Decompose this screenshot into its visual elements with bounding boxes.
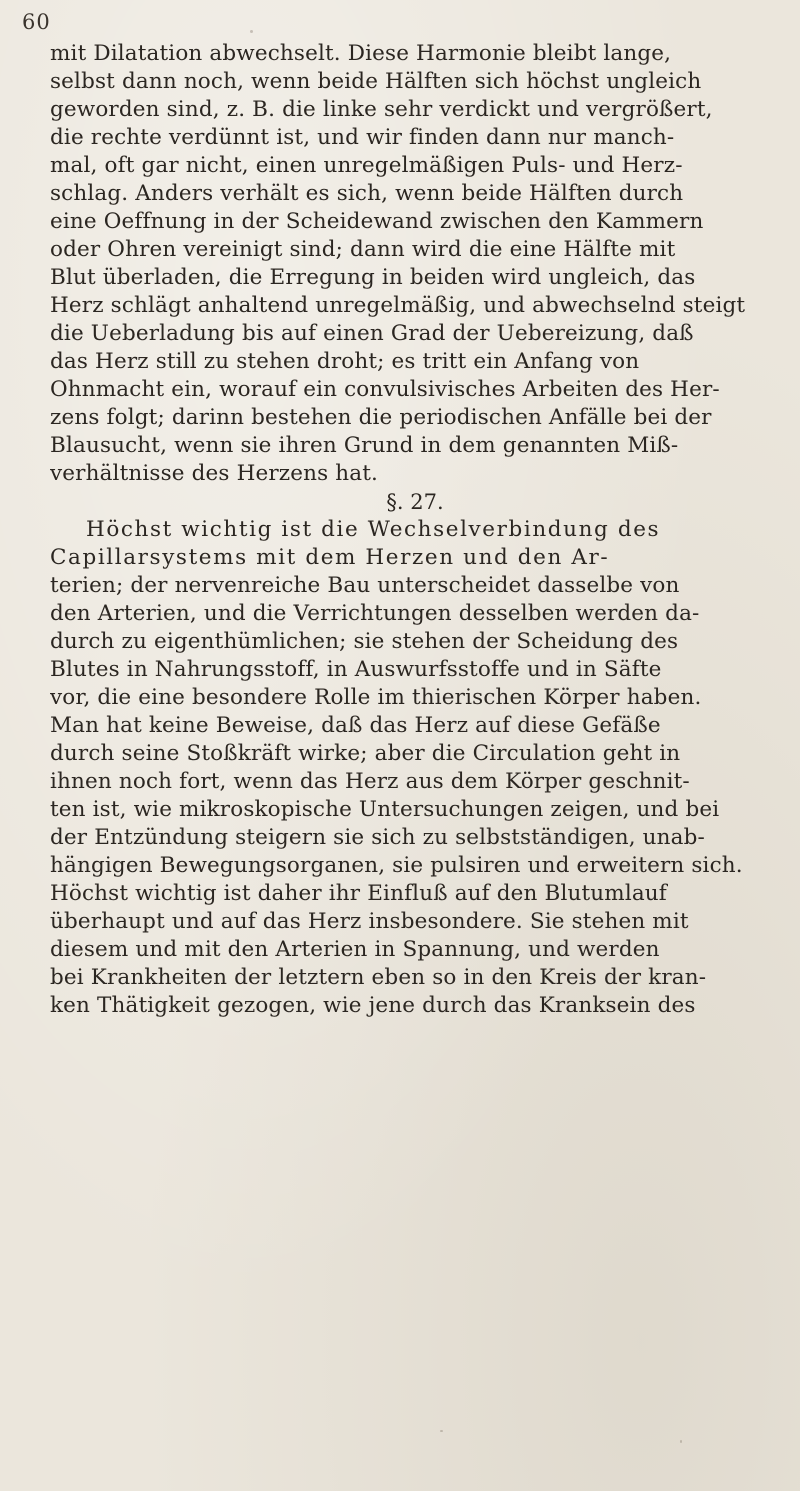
text-line: die Ueberladung bis auf einen Grad der Uebereizung, daß bbox=[50, 321, 694, 346]
text-line: Ohnmacht ein, worauf ein convulsivisches Arbeiten des Her- bbox=[50, 377, 720, 402]
text-line: bei Krankheiten der letztern eben so in den Kreis der kran- bbox=[50, 965, 707, 990]
text-line: überhaupt und auf das Herz insbesondere. Sie stehen mit bbox=[50, 909, 689, 934]
paper-speck bbox=[440, 1430, 443, 1432]
text-line: diesem und mit den Arterien in Spannung, und werden bbox=[50, 937, 660, 962]
paper-speck bbox=[86, 720, 88, 722]
text-line: Höchst wichtig ist daher ihr Einfluß auf den Blutumlauf bbox=[50, 881, 667, 906]
text-line: den Arterien, und die Verrichtungen desselben werden da- bbox=[50, 601, 700, 626]
section-heading: §. 27. bbox=[386, 490, 444, 514]
text-line: Herz schlägt anhaltend unregelmäßig, und abwechselnd steigt bbox=[50, 293, 746, 318]
text-line: ten ist, wie mikroskopische Untersuchungen zeigen, und bei bbox=[50, 797, 720, 822]
text-line: ihnen noch fort, wenn das Herz aus dem Körper geschnit- bbox=[50, 769, 690, 794]
page-number: 60 bbox=[22, 10, 51, 34]
text-line: mal, oft gar nicht, einen unregelmäßigen Puls- und Herz- bbox=[50, 153, 683, 178]
text-line: Höchst wichtig ist die Wechselverbindung des bbox=[86, 517, 661, 542]
paper-speck bbox=[250, 30, 253, 33]
text-line: mit Dilatation abwechselt. Diese Harmonie bleibt lange, bbox=[50, 41, 672, 66]
text-line: der Entzündung steigern sie sich zu selbstständigen, unab- bbox=[50, 825, 705, 850]
text-line: verhältnisse des Herzens hat. bbox=[50, 461, 379, 486]
text-line: selbst dann noch, wenn beide Hälften sich höchst ungleich bbox=[50, 69, 702, 94]
text-line: hängigen Bewegungsorganen, sie pulsiren und erweitern sich. bbox=[50, 853, 743, 878]
text-line: Man hat keine Beweise, daß das Herz auf diese Gefäße bbox=[50, 713, 661, 738]
text-line: das Herz still zu stehen droht; es tritt ein Anfang von bbox=[50, 349, 640, 374]
text-line: Blausucht, wenn sie ihren Grund in dem genannten Miß- bbox=[50, 433, 679, 458]
text-line: durch zu eigenthümlichen; sie stehen der Scheidung des bbox=[50, 629, 679, 654]
body-text bbox=[50, 40, 780, 1020]
paper-speck bbox=[680, 1440, 682, 1443]
text-line: eine Oeffnung in der Scheidewand zwischen den Kammern bbox=[50, 209, 704, 234]
text-line: zens folgt; darinn bestehen die periodischen Anfälle bei der bbox=[50, 405, 712, 430]
text-line: geworden sind, z. B. die linke sehr verdickt und vergrößert, bbox=[50, 97, 713, 122]
text-line: Blut überladen, die Erregung in beiden wird ungleich, das bbox=[50, 265, 696, 290]
text-line: die rechte verdünnt ist, und wir finden dann nur manch- bbox=[50, 125, 675, 150]
text-line: Blutes in Nahrungsstoff, in Auswurfsstoffe und in Säfte bbox=[50, 657, 662, 682]
text-line: terien; der nervenreiche Bau unterscheidet dasselbe von bbox=[50, 573, 680, 598]
text-line: schlag. Anders verhält es sich, wenn beide Hälften durch bbox=[50, 181, 684, 206]
text-line: Capillarsystems mit dem Herzen und den Ar- bbox=[50, 545, 610, 570]
text-line: oder Ohren vereinigt sind; dann wird die eine Hälfte mit bbox=[50, 237, 676, 262]
text-line: vor, die eine besondere Rolle im thierischen Körper haben. bbox=[50, 685, 702, 710]
text-line: ken Thätigkeit gezogen, wie jene durch das Kranksein des bbox=[50, 993, 696, 1018]
text-line: durch seine Stoßkräft wirke; aber die Circulation geht in bbox=[50, 741, 681, 766]
